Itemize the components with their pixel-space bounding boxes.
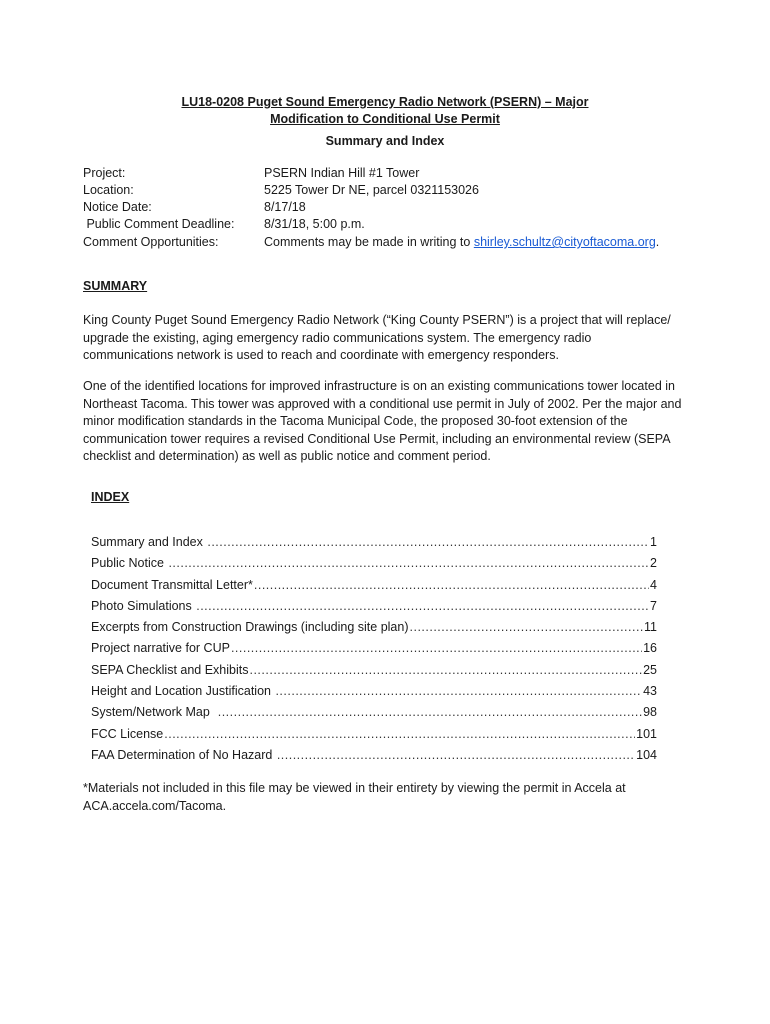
info-label: Project:	[83, 166, 126, 180]
index-entry-page: 25	[643, 662, 657, 677]
dot-leader	[410, 617, 644, 638]
dot-leader	[254, 575, 649, 596]
index-entry-page: 2	[650, 556, 657, 571]
dot-leader	[275, 681, 642, 702]
email-link[interactable]: shirley.schultz@cityoftacoma.org	[473, 235, 656, 249]
index-entry-page: 101	[636, 726, 657, 741]
index-entry-title: FAA Determination of No Hazard	[91, 747, 276, 762]
index-entry-title: Excerpts from Construction Drawings (including site plan)	[91, 620, 409, 635]
dot-leader	[196, 596, 649, 617]
dot-leader	[168, 553, 649, 574]
index-entry[interactable]	[91, 553, 657, 574]
document-subtitle	[0, 134, 770, 148]
summary-paragraph-2: One of the identified locations for improved infrastructure is on an existing communications tower located in Northeast Tacoma. This tower was approved with a conditional use permit in July of 2002. Per the major and minor modification standards in the Tacoma Municipal Code, the proposed 30-foot extension of the communication tower requires a revised Conditional Use Permit, including an environmental review (SEPA checklist and determination) as well as public notice and comment period.	[83, 379, 682, 463]
title-line-1: LU18-0208 Puget Sound Emergency Radio Network (PSERN) – Major	[181, 95, 589, 109]
title-line-2: Modification to Conditional Use Permit	[270, 112, 500, 126]
dot-leader	[218, 702, 642, 723]
index-entry[interactable]	[91, 596, 657, 617]
info-value: 8/17/18	[264, 200, 306, 214]
index-entry[interactable]	[91, 724, 657, 745]
index-entry-title: Summary and Index	[91, 535, 207, 549]
index-entry[interactable]	[91, 702, 657, 723]
info-label: Location:	[83, 183, 134, 197]
dot-leader	[277, 745, 635, 766]
index-entry[interactable]	[91, 575, 657, 596]
comments-text: Comments may be made in writing to	[264, 235, 474, 249]
index-entry-title: FCC License	[91, 726, 164, 741]
summary-heading: SUMMARY	[83, 279, 148, 293]
index-entry[interactable]	[91, 638, 657, 659]
subtitle-text: Summary and Index	[325, 134, 445, 148]
index-entry-page: 4	[650, 577, 657, 592]
info-value: PSERN Indian Hill #1 Tower	[264, 166, 420, 180]
index-entry-page: 104	[636, 747, 657, 762]
index-entry-title: Project narrative for CUP	[91, 641, 230, 656]
index-entry-title: SEPA Checklist and Exhibits	[91, 662, 249, 677]
index-list	[91, 532, 657, 766]
dot-leader	[231, 638, 642, 659]
index-entry[interactable]	[91, 617, 657, 638]
index-entry-title: Public Notice	[91, 556, 168, 571]
footnote: *Materials not included in this file may be viewed in their entirety by viewing the permit in Accela at ACA.accela.com/Tacoma.	[83, 781, 626, 813]
index-entry-page: 16	[643, 641, 657, 656]
summary-paragraph-1: King County Puget Sound Emergency Radio Network (“King County PSERN”) is a project that will replace/ upgrade the existing, aging emergency radio communications system. The emergency radio communications network is used to reach and coordinate with emergency responders.	[83, 313, 671, 362]
index-entry-page: 7	[650, 598, 657, 613]
index-entry-page: 1	[650, 535, 657, 549]
index-entry-title: System/Network Map	[91, 705, 217, 720]
index-entry-page: 43	[643, 684, 657, 699]
index-entry[interactable]	[91, 681, 657, 702]
index-entry[interactable]	[91, 660, 657, 681]
info-label: Comment Opportunities:	[83, 235, 219, 249]
index-heading: INDEX	[91, 490, 130, 504]
index-entry-page: 98	[643, 705, 657, 720]
index-entry[interactable]	[91, 532, 657, 553]
dot-leader	[164, 724, 635, 745]
index-entry-title: Document Transmittal Letter*	[91, 577, 253, 592]
email-trailing-period: .	[655, 235, 660, 249]
document-title	[0, 95, 770, 109]
index-entry-title: Height and Location Justification	[91, 684, 275, 699]
document-title-line-2	[0, 112, 770, 126]
info-value: 5225 Tower Dr NE, parcel 0321153026	[264, 183, 479, 197]
index-entry-page: 11	[644, 620, 657, 635]
info-value-comments	[264, 234, 659, 251]
info-value: 8/31/18, 5:00 p.m.	[264, 217, 365, 231]
index-entry-title: Photo Simulations	[91, 598, 196, 613]
info-label: Public Comment Deadline:	[83, 217, 235, 231]
dot-leader	[249, 660, 642, 681]
dot-leader	[207, 532, 649, 553]
index-entry[interactable]	[91, 745, 657, 766]
info-label: Notice Date:	[83, 200, 152, 214]
